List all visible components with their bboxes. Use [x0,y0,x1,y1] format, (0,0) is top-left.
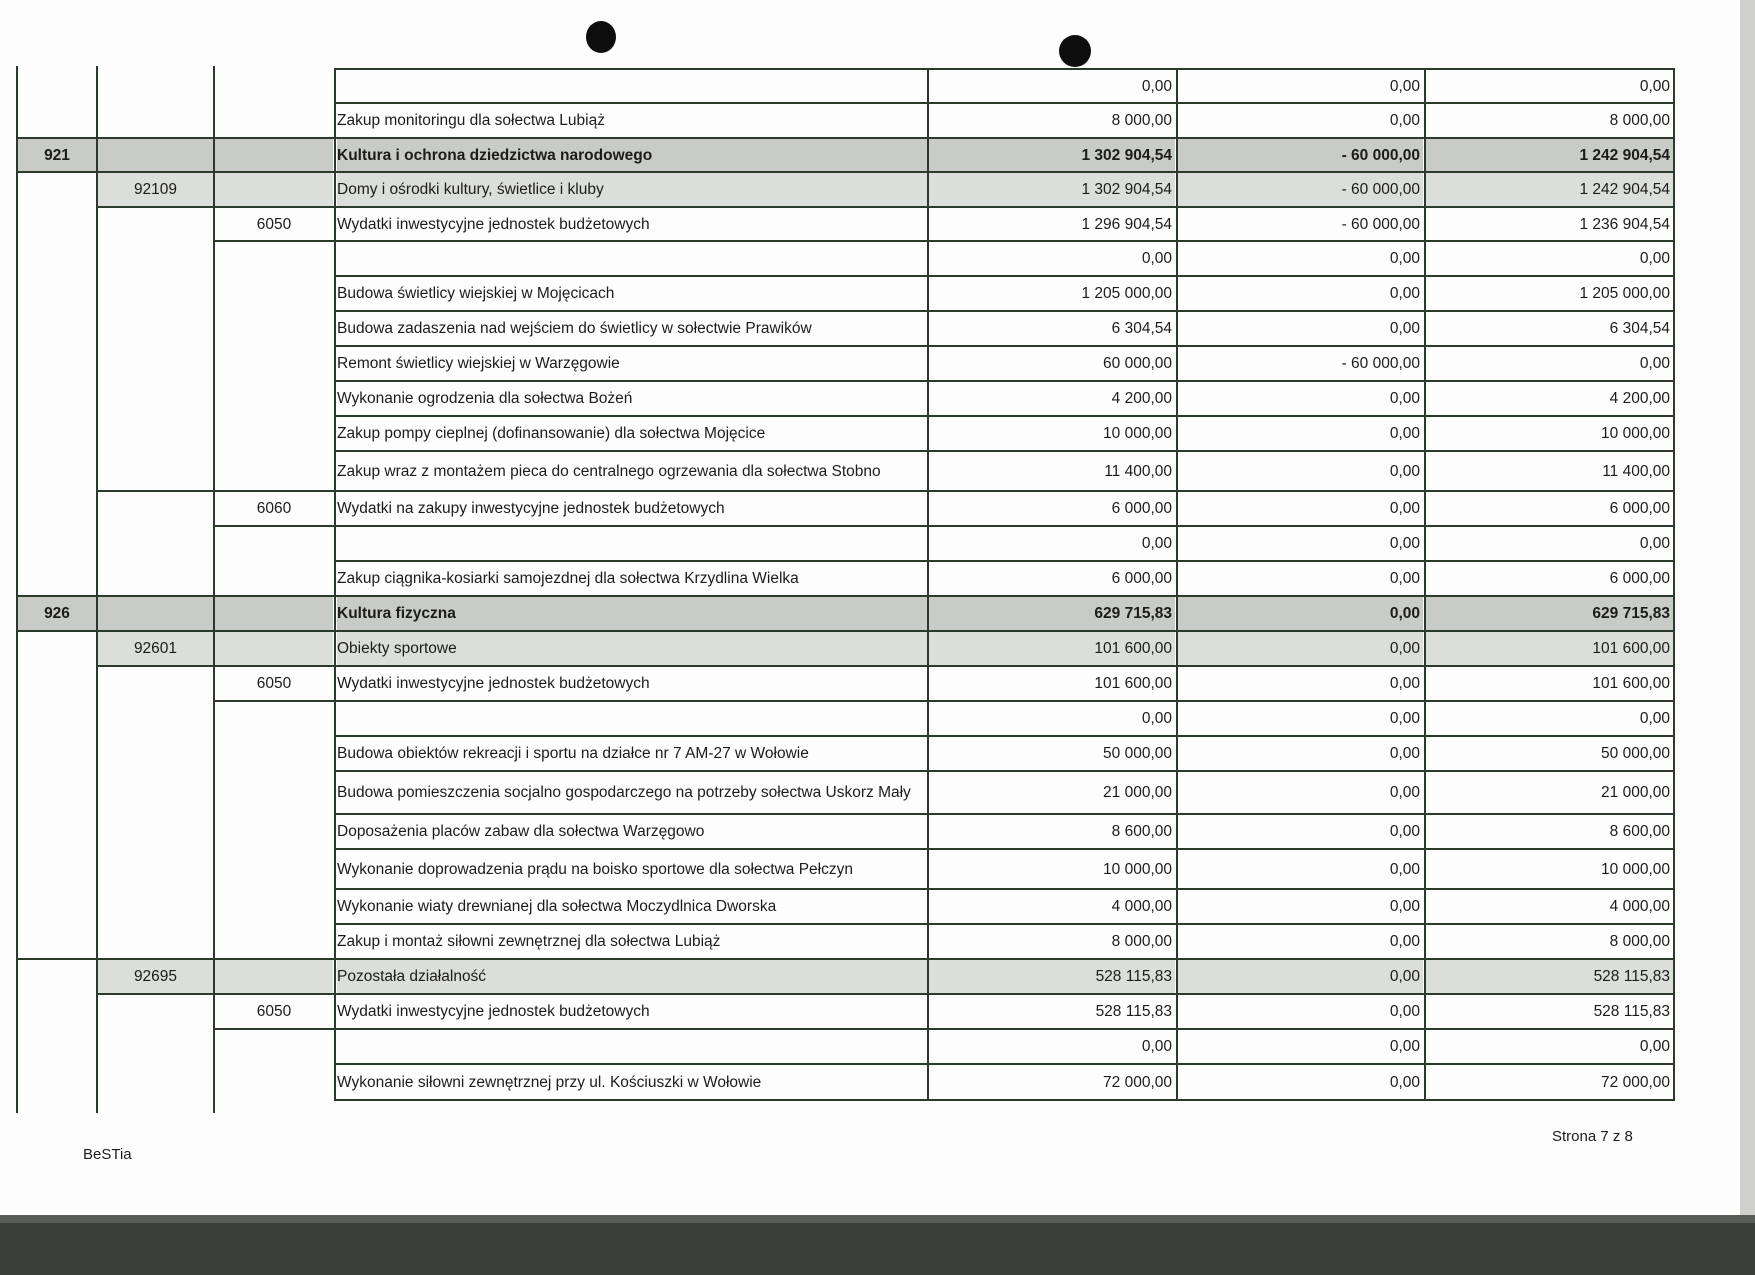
rozdzial-code: 92601 [98,631,213,666]
paragraf-code: 6050 [256,215,292,233]
plan-amount: 8 600,00 [1111,823,1172,840]
paragraf-code [215,701,333,736]
plan-amount: 10 000,00 [1103,425,1172,442]
change-amount: 0,00 [1389,745,1420,762]
change-amount: 0,00 [1389,1003,1420,1020]
plan-amount: 11 400,00 [1104,462,1172,480]
dzial-code [18,771,96,814]
position-name: Budowa pomieszczenia socjalno gospodarczego na potrzeby sołectwa Uskorz Mały [337,783,911,801]
amount-after-change: 6 000,00 [1609,500,1670,517]
row-divider [96,993,1675,995]
dzial-code [18,311,96,346]
row-divider [334,770,1675,772]
plan-amount: 4 000,00 [1111,898,1172,915]
change-amount: 0,00 [1389,320,1420,337]
rozdzial-code [98,596,213,631]
column-divider [1673,68,1675,1101]
paragraf-code [215,924,333,959]
plan-amount: 0,00 [1141,1038,1172,1055]
rozdzial-code [98,207,213,241]
change-amount: 0,00 [1389,710,1420,727]
change-amount: 0,00 [1389,570,1420,587]
row-divider [334,345,1675,347]
dzial-code [18,241,96,276]
amount-after-change: 8 600,00 [1609,823,1670,840]
paragraf-code [215,1029,333,1064]
rozdzial-code [98,994,213,1029]
amount-after-change: 1 242 904,54 [1426,172,1673,207]
paragraf-code [215,138,333,172]
dzial-code [18,276,96,311]
column-divider [213,66,215,1113]
change-amount: 0,00 [1389,535,1420,552]
paragraf-code [215,311,333,346]
plan-amount: 72 000,00 [1103,1073,1172,1091]
plan-amount: 8 000,00 [1111,933,1172,950]
position-name: Wykonanie siłowni zewnętrznej przy ul. Kościuszki w Wołowie [337,1073,762,1091]
plan-amount: 629 715,83 [929,596,1175,631]
rozdzial-code [98,276,213,311]
row-divider [334,102,1675,104]
paragraf-code [215,849,333,889]
paragraf-code [215,1064,333,1100]
paragraf-code [215,561,333,596]
row-divider [334,275,1675,277]
amount-after-change: 0,00 [1639,1038,1670,1055]
row-divider [16,137,1675,139]
column-divider [927,68,929,1101]
rozdzial-code: 92109 [98,172,213,207]
amount-after-change: 0,00 [1639,710,1670,727]
dzial-code [18,736,96,771]
amount-after-change: 1 236 904,54 [1579,215,1670,233]
dzial-code: 926 [18,596,96,631]
row-divider [334,310,1675,312]
paragraf-code: 6050 [256,1003,292,1020]
paragraf-code [215,276,333,311]
change-amount: 0,00 [1178,631,1423,666]
amount-after-change: 11 400,00 [1602,462,1670,480]
amount-after-change: 101 600,00 [1592,675,1670,692]
amount-after-change: 0,00 [1639,355,1670,372]
change-amount: 0,00 [1389,390,1420,407]
amount-after-change: 0,00 [1639,250,1670,267]
dzial-code [18,381,96,416]
plan-amount: 1 205 000,00 [1081,285,1172,302]
column-divider [16,66,18,1113]
paragraf-code [215,103,333,138]
position-name: Wydatki na zakupy inwestycyjne jednostek budżetowych [337,500,725,517]
paragraf-code [215,631,333,666]
position-name: Remont świetlicy wiejskiej w Warzęgowie [337,355,620,372]
rozdzial-code [98,381,213,416]
dzial-code [18,814,96,849]
row-divider [334,848,1675,850]
row-divider [213,700,1675,702]
plan-amount: 6 000,00 [1111,500,1172,517]
rozdzial-code [98,451,213,491]
change-amount: 0,00 [1178,596,1423,631]
amount-after-change: 528 115,83 [1593,1003,1670,1020]
scan-bottom-band [0,1215,1755,1275]
dzial-code [18,207,96,241]
footer-software-name: BeSTia [83,1146,132,1163]
paragraf-code [215,451,333,491]
dzial-code [18,69,96,103]
row-divider [213,240,1675,242]
amount-after-change: 629 715,83 [1426,596,1673,631]
dzial-code [18,526,96,561]
position-name: Zakup ciągnika-kosiarki samojezdnej dla sołectwa Krzydlina Wielka [337,570,799,587]
dzial-code [18,849,96,889]
position-name [337,526,927,561]
paragraf-code [215,526,333,561]
position-name: Wykonanie wiaty drewnianej dla sołectwa Moczydlnica Dworska [337,898,777,915]
column-divider [1176,68,1178,1101]
plan-amount: 10 000,00 [1103,860,1172,878]
change-amount: 0,00 [1389,112,1420,129]
position-name: Wydatki inwestycyjne jednostek budżetowych [337,215,650,233]
paragraf-code [215,771,333,814]
position-name: Pozostała działalność [337,959,927,994]
amount-after-change: 6 304,54 [1609,320,1670,337]
rozdzial-code [98,1064,213,1100]
row-divider [334,923,1675,925]
rozdzial-code [98,814,213,849]
paragraf-code [215,596,333,631]
paragraf-code [215,416,333,451]
rozdzial-code [98,241,213,276]
row-divider [334,415,1675,417]
dzial-code [18,491,96,526]
row-divider [213,525,1675,527]
amount-after-change: 4 200,00 [1609,390,1670,407]
column-divider [96,66,98,1113]
dzial-code [18,103,96,138]
position-name: Kultura i ochrona dziedzictwa narodowego [337,138,927,172]
position-name: Domy i ośrodki kultury, świetlice i kluby [337,172,927,207]
rozdzial-code [98,69,213,103]
row-divider [213,1028,1675,1030]
dzial-code [18,666,96,701]
amount-after-change: 10 000,00 [1601,860,1670,878]
footer-page-number: Strona 7 z 8 [1552,1128,1633,1145]
rozdzial-code [98,771,213,814]
rozdzial-code [98,736,213,771]
amount-after-change: 8 000,00 [1609,112,1670,129]
rozdzial-code [98,924,213,959]
rozdzial-code [98,701,213,736]
column-divider [1424,68,1426,1101]
plan-amount: 1 296 904,54 [1081,215,1172,233]
plan-amount: 528 115,83 [929,959,1175,994]
dzial-code [18,924,96,959]
rozdzial-code [98,416,213,451]
plan-amount: 4 200,00 [1111,390,1172,407]
rozdzial-code [98,311,213,346]
position-name: Zakup pompy cieplnej (dofinansowanie) dla sołectwa Mojęcice [337,425,766,442]
paragraf-code [215,736,333,771]
position-name: Obiekty sportowe [337,631,927,666]
rozdzial-code [98,666,213,701]
amount-after-change: 0,00 [1639,535,1670,552]
paragraf-code [215,172,333,207]
dzial-code [18,561,96,596]
plan-amount: 6 304,54 [1111,320,1172,337]
dzial-code [18,1064,96,1100]
position-name [337,1029,927,1064]
paragraf-code [215,69,333,103]
paragraf-code: 6060 [256,500,292,517]
paragraf-code [215,381,333,416]
paragraf-code [215,959,333,994]
plan-amount: 1 302 904,54 [929,138,1175,172]
position-name: Budowa obiektów rekreacji i sportu na działce nr 7 AM-27 w Wołowie [337,745,809,762]
rozdzial-code [98,1029,213,1064]
plan-amount: 50 000,00 [1103,745,1172,762]
punch-hole [1059,35,1091,67]
row-divider [334,450,1675,452]
position-name: Zakup monitoringu dla sołectwa Lubiąż [337,112,605,129]
position-name: Doposażenia placów zabaw dla sołectwa Warzęgowo [337,823,705,840]
position-name [337,701,927,736]
row-divider [334,735,1675,737]
change-amount: 0,00 [1389,425,1420,442]
amount-after-change: 8 000,00 [1609,933,1670,950]
row-divider [96,490,1675,492]
amount-after-change: 6 000,00 [1609,570,1670,587]
change-amount: 0,00 [1389,784,1420,801]
scan-edge [1740,0,1755,1275]
plan-amount: 8 000,00 [1111,112,1172,129]
position-name: Wykonanie ogrodzenia dla sołectwa Bożeń [337,390,633,407]
position-name: Zakup wraz z montażem pieca do centralnego ogrzewania dla sołectwa Stobno [337,462,881,480]
dzial-code [18,416,96,451]
rozdzial-code [98,491,213,526]
punch-hole [586,21,616,53]
change-amount: 0,00 [1389,933,1420,950]
row-divider [334,560,1675,562]
position-name [337,69,927,103]
plan-amount: 0,00 [1141,250,1172,267]
column-divider [334,68,336,1101]
change-amount: 0,00 [1389,860,1420,878]
plan-amount: 101 600,00 [1094,675,1172,692]
rozdzial-code [98,526,213,561]
row-divider [334,813,1675,815]
plan-amount: 0,00 [1141,710,1172,727]
row-divider [96,206,1675,208]
change-amount: 0,00 [1389,285,1420,302]
plan-amount: 0,00 [1141,77,1172,95]
dzial-code [18,889,96,924]
plan-amount: 21 000,00 [1103,784,1172,801]
amount-after-change: 72 000,00 [1601,1073,1670,1091]
change-amount: 0,00 [1389,898,1420,915]
row-divider [16,958,1675,960]
position-name: Wykonanie doprowadzenia prądu na boisko sportowe dla sołectwa Pełczyn [337,860,853,878]
row-divider [334,380,1675,382]
rozdzial-code [98,849,213,889]
change-amount: - 60 000,00 [1178,172,1423,207]
amount-after-change: 1 242 904,54 [1426,138,1673,172]
amount-after-change: 21 000,00 [1601,784,1670,801]
amount-after-change: 10 000,00 [1601,425,1670,442]
row-divider [334,888,1675,890]
amount-after-change: 50 000,00 [1601,745,1670,762]
position-name: Zakup i montaż siłowni zewnętrznej dla sołectwa Lubiąż [337,933,721,950]
amount-after-change: 101 600,00 [1426,631,1673,666]
position-name: Wydatki inwestycyjne jednostek budżetowych [337,675,650,692]
plan-amount: 528 115,83 [1095,1003,1172,1020]
change-amount: - 60 000,00 [1341,355,1420,372]
change-amount: 0,00 [1389,77,1420,95]
dzial-code [18,701,96,736]
paragraf-code [215,889,333,924]
position-name: Wydatki inwestycyjne jednostek budżetowych [337,1003,650,1020]
dzial-code: 921 [18,138,96,172]
change-amount: 0,00 [1178,959,1423,994]
dzial-code [18,346,96,381]
position-name: Kultura fizyczna [337,596,927,631]
plan-amount: 1 302 904,54 [929,172,1175,207]
dzial-code [18,1029,96,1064]
amount-after-change: 0,00 [1639,77,1670,95]
rozdzial-code [98,561,213,596]
position-name: Budowa zadaszenia nad wejściem do świetlicy w sołectwie Prawików [337,320,812,337]
position-name [337,241,927,276]
paragraf-code: 6050 [256,675,292,692]
change-amount: 0,00 [1389,675,1420,692]
rozdzial-code [98,346,213,381]
row-divider [16,171,1675,173]
paragraf-code [215,346,333,381]
paragraf-code [215,814,333,849]
row-divider [16,595,1675,597]
change-amount: 0,00 [1389,1073,1420,1091]
dzial-code [18,631,96,666]
row-divider [334,68,1675,70]
rozdzial-code [98,138,213,172]
row-divider [16,630,1675,632]
row-divider [334,1099,1675,1101]
amount-after-change: 528 115,83 [1426,959,1673,994]
change-amount: 0,00 [1389,1038,1420,1055]
change-amount: 0,00 [1389,250,1420,267]
change-amount: 0,00 [1389,823,1420,840]
plan-amount: 60 000,00 [1103,355,1172,372]
row-divider [334,1063,1675,1065]
change-amount: - 60 000,00 [1178,138,1423,172]
plan-amount: 101 600,00 [929,631,1175,666]
amount-after-change: 1 205 000,00 [1579,285,1670,302]
rozdzial-code [98,103,213,138]
paragraf-code [215,241,333,276]
plan-amount: 0,00 [1141,535,1172,552]
row-divider [96,665,1675,667]
plan-amount: 6 000,00 [1111,570,1172,587]
amount-after-change: 4 000,00 [1609,898,1670,915]
change-amount: 0,00 [1389,462,1420,480]
dzial-code [18,172,96,207]
position-name: Budowa świetlicy wiejskiej w Mojęcicach [337,285,615,302]
dzial-code [18,994,96,1029]
rozdzial-code [98,889,213,924]
change-amount: - 60 000,00 [1341,215,1420,233]
dzial-code [18,451,96,491]
change-amount: 0,00 [1389,500,1420,517]
rozdzial-code: 92695 [98,959,213,994]
dzial-code [18,959,96,994]
